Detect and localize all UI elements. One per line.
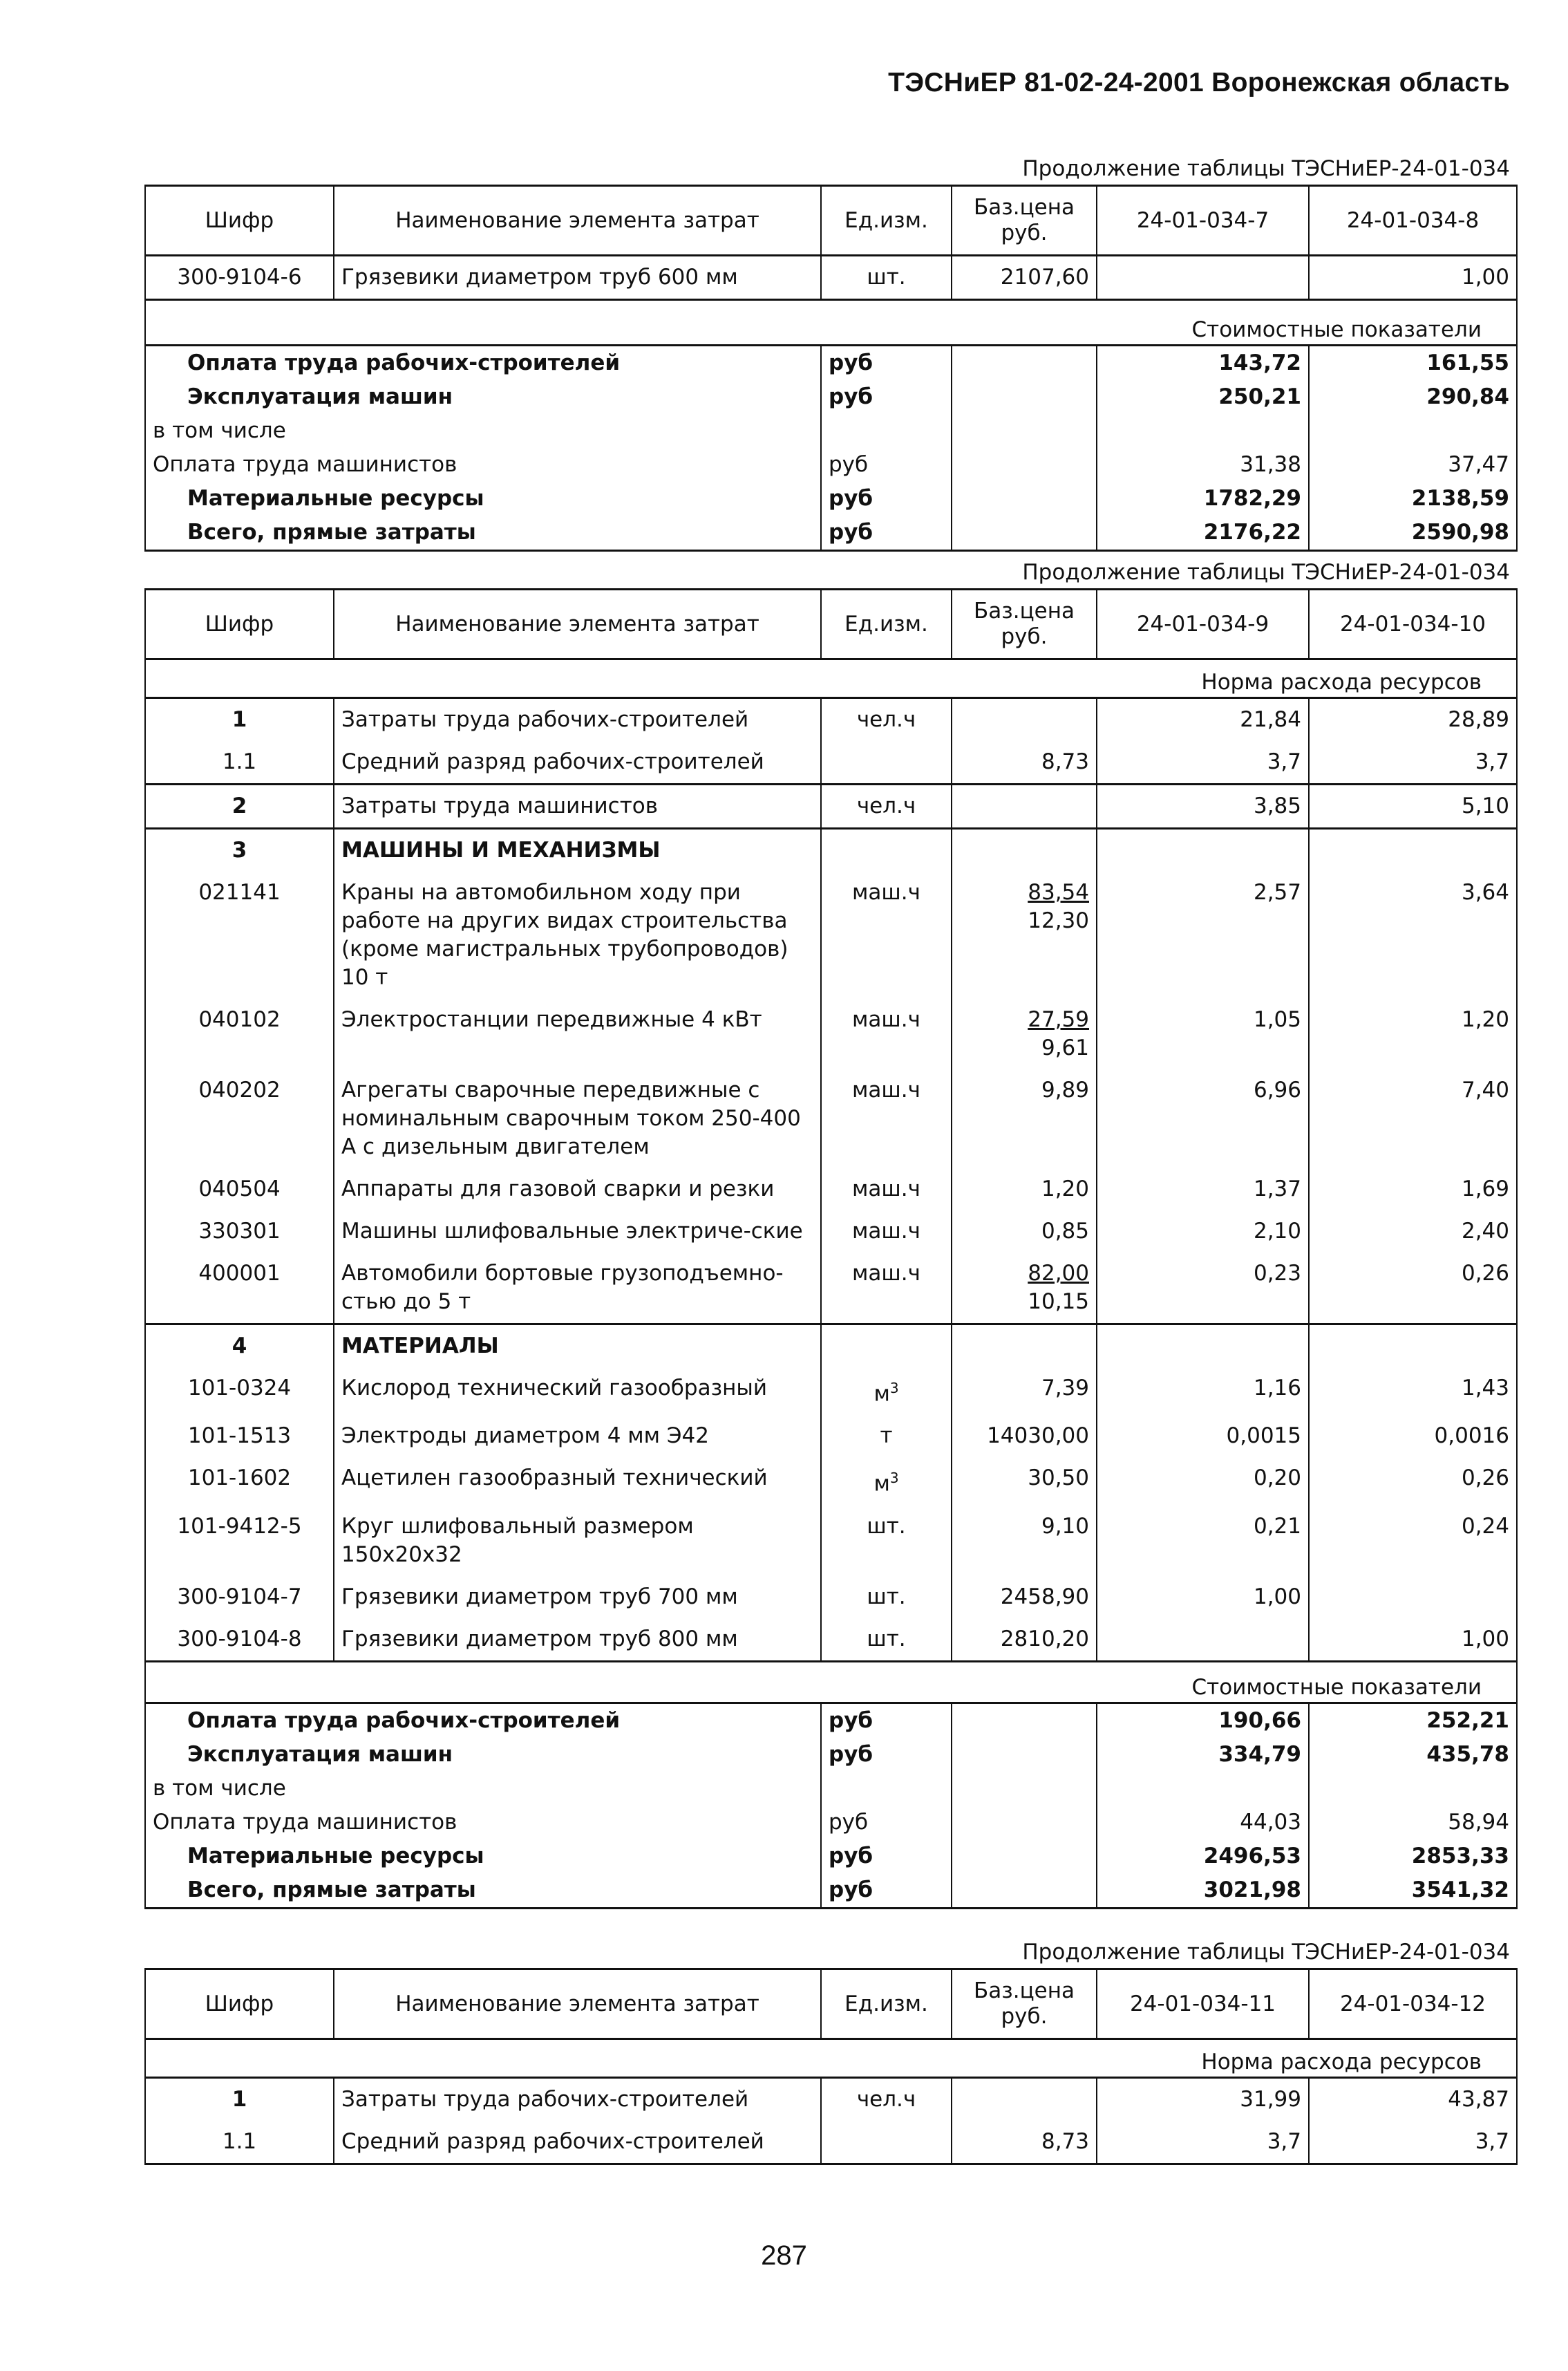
cost-value-2: 58,94: [1309, 1806, 1517, 1839]
section-row-cost: [145, 300, 1517, 346]
cost-value-2: 2590,98: [1309, 516, 1517, 551]
cost-row: [145, 1738, 1517, 1772]
section-row-norm: [145, 659, 1517, 698]
table-row: [145, 785, 1517, 829]
col-header-price: Баз.цена руб.: [952, 590, 1097, 659]
cost-price: [952, 380, 1097, 414]
col-header-norm-1: 24-01-034-11: [1097, 1969, 1309, 2039]
row-unit: [821, 1367, 952, 1415]
row-price: 2810,20: [952, 1618, 1097, 1662]
table-row: [145, 999, 1517, 1069]
col-header-norm-1: 24-01-034-7: [1097, 186, 1309, 256]
table-row: [145, 1069, 1517, 1168]
cost-name: Всего, прямые затраты: [145, 1873, 821, 1909]
table-header-row: [145, 590, 1517, 659]
section-label-norm: Норма расхода ресурсов: [145, 659, 1517, 698]
cost-name: Оплата труда машинистов: [145, 448, 821, 482]
row-value-1: 3,7: [1097, 741, 1309, 785]
cost-value-1: 1782,29: [1097, 482, 1309, 516]
cost-value-2: 435,78: [1309, 1738, 1517, 1772]
row-code: 1.1: [145, 2121, 334, 2164]
row-value-2: 7,40: [1309, 1069, 1517, 1168]
row-value-2: [1309, 1576, 1517, 1618]
row-price: 9,10: [952, 1506, 1097, 1576]
row-value-2: 43,87: [1309, 2078, 1517, 2121]
table-row: [145, 1367, 1517, 1415]
col-header-code: Шифр: [145, 590, 334, 659]
cost-value-2: 290,84: [1309, 380, 1517, 414]
cost-unit: руб: [821, 1703, 952, 1738]
cost-value-2: 37,47: [1309, 448, 1517, 482]
cost-unit: руб: [821, 1839, 952, 1873]
row-price-bottom: 10,15: [1028, 1289, 1089, 1314]
col-header-norm-1: 24-01-034-9: [1097, 590, 1309, 659]
row-code: 4: [145, 1324, 334, 1368]
cost-unit: руб: [821, 1873, 952, 1909]
row-value-2: 1,43: [1309, 1367, 1517, 1415]
cost-price: [952, 1873, 1097, 1909]
col-header-code: Шифр: [145, 1969, 334, 2039]
row-price-bottom: 12,30: [1028, 908, 1089, 933]
cost-unit: руб: [821, 1738, 952, 1772]
row-code: 330301: [145, 1210, 334, 1253]
row-value-1: 1,37: [1097, 1168, 1309, 1210]
cost-row: [145, 380, 1517, 414]
cost-row: [145, 448, 1517, 482]
row-price-top: 83,54: [1028, 880, 1089, 905]
table-continuation-label: Продолжение таблицы ТЭСНиЕР-24-01-034: [1022, 1940, 1510, 1965]
row-unit: шт.: [821, 1506, 952, 1576]
cost-value-2: 3541,32: [1309, 1873, 1517, 1909]
col-header-unit: Ед.изм.: [821, 590, 952, 659]
row-name: Электроды диаметром 4 мм Э42: [334, 1415, 821, 1457]
row-unit: маш.ч: [821, 872, 952, 999]
row-value-2: 1,00: [1309, 1618, 1517, 1662]
cost-unit: руб: [821, 346, 952, 381]
row-price: 8,73: [952, 741, 1097, 785]
page-number: 287: [761, 2240, 807, 2271]
row-unit: т: [821, 1415, 952, 1457]
cost-name: Оплата труда машинистов: [145, 1806, 821, 1839]
cost-row: [145, 516, 1517, 551]
row-unit: чел.ч: [821, 785, 952, 829]
cost-name: в том числе: [145, 414, 821, 448]
cost-value-1: 2176,22: [1097, 516, 1309, 551]
cost-name: Оплата труда рабочих-строителей: [145, 346, 821, 381]
row-unit: маш.ч: [821, 1069, 952, 1168]
row-code: 101-1602: [145, 1457, 334, 1505]
row-price: [952, 999, 1097, 1069]
row-value-2: 0,24: [1309, 1506, 1517, 1576]
resource-table-1: [144, 185, 1518, 552]
cost-value-1: 190,66: [1097, 1703, 1309, 1738]
cost-unit: руб: [821, 380, 952, 414]
row-code: 101-9412-5: [145, 1506, 334, 1576]
cost-value-2: 161,55: [1309, 346, 1517, 381]
cost-value-1: [1097, 414, 1309, 448]
resource-table-3: [144, 1968, 1518, 2165]
row-value-1: 31,99: [1097, 2078, 1309, 2121]
row-price: 7,39: [952, 1367, 1097, 1415]
table-row: [145, 1506, 1517, 1576]
cost-name: Эксплуатация машин: [145, 1738, 821, 1772]
cost-unit: руб: [821, 1806, 952, 1839]
row-unit: [821, 741, 952, 785]
row-price: 30,50: [952, 1457, 1097, 1505]
cost-value-1: 250,21: [1097, 380, 1309, 414]
table-row: [145, 872, 1517, 999]
row-value-2: 3,7: [1309, 741, 1517, 785]
row-price: 2107,60: [952, 256, 1097, 300]
cost-row: [145, 1839, 1517, 1873]
col-header-price: Баз.цена руб.: [952, 186, 1097, 256]
row-unit: шт.: [821, 1618, 952, 1662]
row-name: Машины шлифовальные электриче-ские: [334, 1210, 821, 1253]
cost-row: [145, 346, 1517, 381]
section-label-cost: Стоимостные показатели: [145, 1661, 1517, 1703]
row-value-1: [1097, 256, 1309, 300]
row-code: 300-9104-7: [145, 1576, 334, 1618]
section-row-cost: [145, 1661, 1517, 1703]
cost-price: [952, 516, 1097, 551]
row-code: 400001: [145, 1253, 334, 1324]
row-value-2: 1,69: [1309, 1168, 1517, 1210]
cost-row: [145, 1703, 1517, 1738]
row-name: МАТЕРИАЛЫ: [334, 1324, 821, 1368]
row-code: 021141: [145, 872, 334, 999]
table-row: [145, 256, 1517, 300]
table-row: [145, 1576, 1517, 1618]
row-value-1: [1097, 1618, 1309, 1662]
row-unit: маш.ч: [821, 1168, 952, 1210]
row-value-2: [1309, 1324, 1517, 1368]
table-row: [145, 1210, 1517, 1253]
row-name: Кислород технический газообразный: [334, 1367, 821, 1415]
row-price: 8,73: [952, 2121, 1097, 2164]
row-code: 2: [145, 785, 334, 829]
cost-value-1: 143,72: [1097, 346, 1309, 381]
row-name: Краны на автомобильном ходу при работе на других видах строительства (кроме магистральных трубопроводов) 10 т: [334, 872, 821, 999]
section-label-cost: Стоимостные показатели: [145, 300, 1517, 346]
row-value-2: 1,00: [1309, 256, 1517, 300]
table-row: [145, 698, 1517, 742]
cost-name: Всего, прямые затраты: [145, 516, 821, 551]
row-name: Агрегаты сварочные передвижные с номинальным сварочным током 250-400 А с дизельным двигателем: [334, 1069, 821, 1168]
table-row: [145, 1457, 1517, 1505]
cost-row: [145, 414, 1517, 448]
cost-price: [952, 1738, 1097, 1772]
row-price: [952, 698, 1097, 742]
row-unit-base: м: [873, 1381, 890, 1407]
row-price-top: 82,00: [1028, 1261, 1089, 1286]
row-value-1: 2,57: [1097, 872, 1309, 999]
row-value-1: 3,85: [1097, 785, 1309, 829]
row-price: [952, 872, 1097, 999]
cost-price: [952, 448, 1097, 482]
page-header-title: ТЭСНиЕР 81-02-24-2001 Воронежская область: [888, 68, 1510, 97]
cost-name: Материальные ресурсы: [145, 482, 821, 516]
cost-row: [145, 482, 1517, 516]
row-unit: шт.: [821, 1576, 952, 1618]
row-name: Грязевики диаметром труб 800 мм: [334, 1618, 821, 1662]
table-row: [145, 741, 1517, 785]
row-name: Электростанции передвижные 4 кВт: [334, 999, 821, 1069]
cost-unit: руб: [821, 482, 952, 516]
row-unit: чел.ч: [821, 2078, 952, 2121]
cost-value-2: 2138,59: [1309, 482, 1517, 516]
resource-table-2: [144, 588, 1518, 1909]
col-header-norm-2: 24-01-034-8: [1309, 186, 1517, 256]
row-code: 101-1513: [145, 1415, 334, 1457]
row-unit: [821, 1324, 952, 1368]
row-value-1: 2,10: [1097, 1210, 1309, 1253]
cost-price: [952, 482, 1097, 516]
row-price: [952, 2078, 1097, 2121]
row-name: Затраты труда машинистов: [334, 785, 821, 829]
table-row: [145, 1415, 1517, 1457]
table-row: [145, 1168, 1517, 1210]
cost-value-2: [1309, 1772, 1517, 1806]
row-unit-base: м: [873, 1471, 890, 1497]
row-price-bottom: 9,61: [1041, 1035, 1089, 1060]
row-name: Затраты труда рабочих-строителей: [334, 698, 821, 742]
row-value-2: 2,40: [1309, 1210, 1517, 1253]
row-value-2: 28,89: [1309, 698, 1517, 742]
row-name: МАШИНЫ И МЕХАНИЗМЫ: [334, 829, 821, 872]
row-name: Грязевики диаметром труб 700 мм: [334, 1576, 821, 1618]
row-code: 040202: [145, 1069, 334, 1168]
row-name: Грязевики диаметром труб 600 мм: [334, 256, 821, 300]
row-price: 1,20: [952, 1168, 1097, 1210]
table-row: [145, 1618, 1517, 1662]
cost-value-1: 334,79: [1097, 1738, 1309, 1772]
table-row-section-machines: [145, 829, 1517, 872]
row-value-1: 0,23: [1097, 1253, 1309, 1324]
row-value-2: 1,20: [1309, 999, 1517, 1069]
row-code: 3: [145, 829, 334, 872]
cost-price: [952, 1703, 1097, 1738]
row-value-1: [1097, 1324, 1309, 1368]
row-unit: маш.ч: [821, 1253, 952, 1324]
section-label-norm: Норма расхода ресурсов: [145, 2039, 1517, 2078]
row-code: 300-9104-8: [145, 1618, 334, 1662]
row-price: 9,89: [952, 1069, 1097, 1168]
cost-row: [145, 1806, 1517, 1839]
table-row: [145, 1253, 1517, 1324]
row-name: Средний разряд рабочих-строителей: [334, 2121, 821, 2164]
row-value-2: 0,0016: [1309, 1415, 1517, 1457]
row-unit-superscript: 3: [889, 1470, 899, 1487]
row-code: 040102: [145, 999, 334, 1069]
row-value-1: 1,16: [1097, 1367, 1309, 1415]
cost-value-1: 31,38: [1097, 448, 1309, 482]
cost-name: Оплата труда рабочих-строителей: [145, 1703, 821, 1738]
table-row: [145, 2078, 1517, 2121]
row-unit: [821, 829, 952, 872]
cost-value-1: 2496,53: [1097, 1839, 1309, 1873]
row-value-2: 0,26: [1309, 1457, 1517, 1505]
col-header-name: Наименование элемента затрат: [334, 186, 821, 256]
table-continuation-label: Продолжение таблицы ТЭСНиЕР-24-01-034: [1022, 560, 1510, 585]
cost-name: Материальные ресурсы: [145, 1839, 821, 1873]
row-code: 1: [145, 698, 334, 742]
row-value-2: [1309, 829, 1517, 872]
cost-row: [145, 1772, 1517, 1806]
cost-value-2: [1309, 414, 1517, 448]
row-name: Ацетилен газообразный технический: [334, 1457, 821, 1505]
row-price: [952, 1253, 1097, 1324]
row-price: 14030,00: [952, 1415, 1097, 1457]
cost-value-1: [1097, 1772, 1309, 1806]
row-value-1: 1,00: [1097, 1576, 1309, 1618]
cost-unit: руб: [821, 448, 952, 482]
cost-value-2: 252,21: [1309, 1703, 1517, 1738]
cost-price: [952, 1772, 1097, 1806]
row-unit-superscript: 3: [889, 1380, 899, 1396]
cost-value-1: 3021,98: [1097, 1873, 1309, 1909]
cost-row: [145, 1873, 1517, 1909]
row-value-1: 0,0015: [1097, 1415, 1309, 1457]
row-value-1: 1,05: [1097, 999, 1309, 1069]
cost-unit: [821, 414, 952, 448]
col-header-name: Наименование элемента затрат: [334, 590, 821, 659]
row-name: Круг шлифовальный размером 150х20х32: [334, 1506, 821, 1576]
row-price-top: 27,59: [1028, 1007, 1089, 1032]
row-price: [952, 829, 1097, 872]
row-code: 300-9104-6: [145, 256, 334, 300]
row-price: [952, 1324, 1097, 1368]
row-unit: шт.: [821, 256, 952, 300]
table-row: [145, 2121, 1517, 2164]
row-code: 1.1: [145, 741, 334, 785]
row-unit: [821, 1457, 952, 1505]
cost-name: в том числе: [145, 1772, 821, 1806]
row-value-1: [1097, 829, 1309, 872]
row-code: 1: [145, 2078, 334, 2121]
row-code: 101-0324: [145, 1367, 334, 1415]
row-value-2: 3,7: [1309, 2121, 1517, 2164]
row-value-2: 3,64: [1309, 872, 1517, 999]
row-value-1: 3,7: [1097, 2121, 1309, 2164]
row-value-1: 0,20: [1097, 1457, 1309, 1505]
row-name: Затраты труда рабочих-строителей: [334, 2078, 821, 2121]
row-code: 040504: [145, 1168, 334, 1210]
row-unit: маш.ч: [821, 1210, 952, 1253]
section-row-norm: [145, 2039, 1517, 2078]
cost-price: [952, 1839, 1097, 1873]
col-header-norm-2: 24-01-034-12: [1309, 1969, 1517, 2039]
row-price: 2458,90: [952, 1576, 1097, 1618]
col-header-price: Баз.цена руб.: [952, 1969, 1097, 2039]
cost-unit: руб: [821, 516, 952, 551]
cost-value-1: 44,03: [1097, 1806, 1309, 1839]
table-row-section-materials: [145, 1324, 1517, 1368]
cost-name: Эксплуатация машин: [145, 380, 821, 414]
row-name: Автомобили бортовые грузоподъемно-стью до 5 т: [334, 1253, 821, 1324]
row-price: 0,85: [952, 1210, 1097, 1253]
row-price: [952, 785, 1097, 829]
cost-price: [952, 1806, 1097, 1839]
col-header-unit: Ед.изм.: [821, 1969, 952, 2039]
row-value-2: 5,10: [1309, 785, 1517, 829]
row-value-1: 21,84: [1097, 698, 1309, 742]
row-value-1: 0,21: [1097, 1506, 1309, 1576]
row-value-2: 0,26: [1309, 1253, 1517, 1324]
cost-value-2: 2853,33: [1309, 1839, 1517, 1873]
row-value-1: 6,96: [1097, 1069, 1309, 1168]
row-name: Аппараты для газовой сварки и резки: [334, 1168, 821, 1210]
cost-unit: [821, 1772, 952, 1806]
col-header-unit: Ед.изм.: [821, 186, 952, 256]
row-name: Средний разряд рабочих-строителей: [334, 741, 821, 785]
col-header-norm-2: 24-01-034-10: [1309, 590, 1517, 659]
cost-price: [952, 414, 1097, 448]
cost-price: [952, 346, 1097, 381]
row-unit: чел.ч: [821, 698, 952, 742]
table-header-row: [145, 1969, 1517, 2039]
row-unit: маш.ч: [821, 999, 952, 1069]
row-unit: [821, 2121, 952, 2164]
col-header-name: Наименование элемента затрат: [334, 1969, 821, 2039]
table-header-row: [145, 186, 1517, 256]
table-continuation-label: Продолжение таблицы ТЭСНиЕР-24-01-034: [1022, 156, 1510, 181]
col-header-code: Шифр: [145, 186, 334, 256]
